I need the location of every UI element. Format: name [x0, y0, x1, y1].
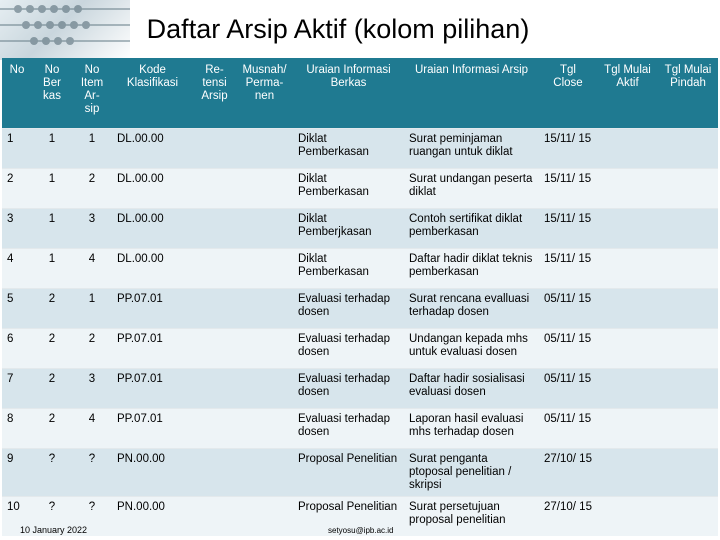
- cell-kode: PN.00.00: [112, 497, 193, 537]
- cell-uraian-arsip: Surat penganta ptoposal penelitian / skripsi: [404, 449, 539, 497]
- cell-musnah: [236, 289, 293, 329]
- cell-no-berkas: 1: [32, 249, 72, 289]
- cell-kode: PP.07.01: [112, 289, 193, 329]
- cell-kode: PP.07.01: [112, 409, 193, 449]
- archive-table: [2, 58, 718, 536]
- cell-uraian-arsip: Surat rencana evalluasi terhadap dosen: [404, 289, 539, 329]
- table-row: [2, 289, 718, 329]
- cell-kode: DL.00.00: [112, 209, 193, 249]
- cell-kode: PP.07.01: [112, 329, 193, 369]
- cell-musnah: [236, 249, 293, 289]
- cell-uraian-arsip: Daftar hadir diklat teknis pemberkasan: [404, 249, 539, 289]
- cell-no-item: ?: [72, 497, 112, 537]
- cell-tgl-pindah: [658, 169, 718, 209]
- header-uraian-arsip: Uraian Informasi Arsip: [404, 58, 539, 129]
- cell-no-berkas: 1: [32, 129, 72, 169]
- cell-uraian-arsip: Contoh sertifikat diklat pemberkasan: [404, 209, 539, 249]
- cell-tgl-mulai: [597, 209, 658, 249]
- header-retensi: Re- tensi Arsip: [193, 58, 236, 129]
- cell-uraian-arsip: Surat persetujuan proposal penelitian: [404, 497, 539, 537]
- table-row: [2, 169, 718, 209]
- cell-no: 4: [2, 249, 32, 289]
- cell-no: 10: [2, 497, 32, 537]
- cell-retensi: [193, 369, 236, 409]
- cell-retensi: [193, 449, 236, 497]
- cell-uraian-berkas: Evaluasi terhadap dosen: [293, 289, 404, 329]
- cell-tgl-mulai: [597, 169, 658, 209]
- cell-tgl-mulai: [597, 129, 658, 169]
- cell-no-item: 3: [72, 209, 112, 249]
- cell-musnah: [236, 369, 293, 409]
- cell-uraian-berkas: Evaluasi terhadap dosen: [293, 329, 404, 369]
- cell-retensi: [193, 329, 236, 369]
- cell-tgl-close: 15/11/ 15: [539, 169, 597, 209]
- cell-no-berkas: 1: [32, 169, 72, 209]
- header-musnah-permanen: Musnah/ Perma- nen: [236, 58, 293, 129]
- cell-tgl-mulai: [597, 329, 658, 369]
- cell-retensi: [193, 497, 236, 537]
- cell-tgl-mulai: [597, 289, 658, 329]
- cell-tgl-pindah: [658, 249, 718, 289]
- cell-no-item: ?: [72, 449, 112, 497]
- header-tgl-mulai-pindah: Tgl Mulai Pindah: [658, 58, 718, 129]
- table-row: [2, 209, 718, 249]
- cell-no: 3: [2, 209, 32, 249]
- cell-uraian-arsip: Laporan hasil evaluasi mhs terhadap dosen: [404, 409, 539, 449]
- cell-tgl-pindah: [658, 209, 718, 249]
- footer-email: setyosu@ipb.ac.id: [328, 526, 394, 535]
- cell-musnah: [236, 449, 293, 497]
- cell-uraian-berkas: Diklat Pemberkasan: [293, 249, 404, 289]
- cell-tgl-close: 15/11/ 15: [539, 129, 597, 169]
- table-row: [2, 449, 718, 497]
- cell-tgl-close: 27/10/ 15: [539, 497, 597, 537]
- cell-no-item: 4: [72, 409, 112, 449]
- cell-no-item: 4: [72, 249, 112, 289]
- cell-uraian-arsip: Surat undangan peserta diklat: [404, 169, 539, 209]
- cell-tgl-mulai: [597, 369, 658, 409]
- cell-tgl-close: 05/11/ 15: [539, 329, 597, 369]
- header-no-berkas: No Ber kas: [32, 58, 72, 129]
- header-tgl-mulai-aktif: Tgl Mulai Aktif: [597, 58, 658, 129]
- header-uraian-berkas: Uraian Informasi Berkas: [293, 58, 404, 129]
- table-row: [2, 409, 718, 449]
- header-kode-klasifikasi: Kode Klasifikasi: [112, 58, 193, 129]
- header-no-item: No Item Ar- sip: [72, 58, 112, 129]
- cell-tgl-pindah: [658, 409, 718, 449]
- cell-tgl-close: 15/11/ 15: [539, 249, 597, 289]
- cell-musnah: [236, 497, 293, 537]
- cell-no: 7: [2, 369, 32, 409]
- cell-no-item: 2: [72, 169, 112, 209]
- cell-musnah: [236, 329, 293, 369]
- cell-tgl-mulai: [597, 249, 658, 289]
- header-tgl-close: Tgl Close: [539, 58, 597, 129]
- cell-retensi: [193, 289, 236, 329]
- cell-tgl-mulai: [597, 409, 658, 449]
- cell-no: 6: [2, 329, 32, 369]
- cell-musnah: [236, 129, 293, 169]
- cell-no-berkas: 2: [32, 329, 72, 369]
- cell-retensi: [193, 209, 236, 249]
- cell-musnah: [236, 409, 293, 449]
- cell-kode: PN.00.00: [112, 449, 193, 497]
- cell-kode: DL.00.00: [112, 169, 193, 209]
- table-header-row: [2, 58, 718, 129]
- footer-date: 10 January 2022: [20, 525, 88, 535]
- cell-uraian-arsip: Undangan kepada mhs untuk evaluasi dosen: [404, 329, 539, 369]
- cell-no-berkas: 2: [32, 369, 72, 409]
- cell-retensi: [193, 169, 236, 209]
- cell-no: 1: [2, 129, 32, 169]
- cell-kode: PP.07.01: [112, 369, 193, 409]
- cell-tgl-pindah: [658, 449, 718, 497]
- cell-no: 2: [2, 169, 32, 209]
- cell-tgl-pindah: [658, 497, 718, 537]
- cell-no-item: 3: [72, 369, 112, 409]
- table-row: [2, 129, 718, 169]
- cell-no: 8: [2, 409, 32, 449]
- cell-no: 9: [2, 449, 32, 497]
- cell-retensi: [193, 129, 236, 169]
- table-row: [2, 369, 718, 409]
- cell-retensi: [193, 409, 236, 449]
- cell-uraian-arsip: Daftar hadir sosialisasi evaluasi dosen: [404, 369, 539, 409]
- cell-uraian-berkas: Diklat Pemberjkasan: [293, 209, 404, 249]
- cell-uraian-berkas: Evaluasi terhadap dosen: [293, 409, 404, 449]
- cell-uraian-berkas: Diklat Pemberkasan: [293, 169, 404, 209]
- cell-no-berkas: ?: [32, 449, 72, 497]
- page-title: [0, 14, 676, 45]
- cell-no-berkas: ?: [32, 497, 72, 537]
- cell-tgl-close: 27/10/ 15: [539, 449, 597, 497]
- cell-tgl-close: 15/11/ 15: [539, 209, 597, 249]
- cell-uraian-berkas: Diklat Pemberkasan: [293, 129, 404, 169]
- cell-tgl-pindah: [658, 329, 718, 369]
- cell-tgl-pindah: [658, 289, 718, 329]
- cell-no-item: 2: [72, 329, 112, 369]
- cell-tgl-close: 05/11/ 15: [539, 289, 597, 329]
- cell-no-berkas: 2: [32, 289, 72, 329]
- cell-tgl-close: 05/11/ 15: [539, 369, 597, 409]
- cell-uraian-berkas: Evaluasi terhadap dosen: [293, 369, 404, 409]
- cell-no: 5: [2, 289, 32, 329]
- table-row: [2, 249, 718, 289]
- cell-musnah: [236, 169, 293, 209]
- table-row: [2, 329, 718, 369]
- cell-uraian-berkas: Proposal Penelitian: [293, 497, 404, 537]
- cell-uraian-arsip: Surat peminjaman ruangan untuk diklat: [404, 129, 539, 169]
- page-title-text: Daftar Arsip Aktif (kolom pilihan): [143, 14, 534, 44]
- cell-tgl-close: 05/11/ 15: [539, 409, 597, 449]
- cell-no-berkas: 1: [32, 209, 72, 249]
- cell-tgl-mulai: [597, 497, 658, 537]
- cell-no-item: 1: [72, 129, 112, 169]
- cell-retensi: [193, 249, 236, 289]
- cell-tgl-mulai: [597, 449, 658, 497]
- cell-uraian-berkas: Proposal Penelitian: [293, 449, 404, 497]
- cell-no-berkas: 2: [32, 409, 72, 449]
- cell-musnah: [236, 209, 293, 249]
- cell-tgl-pindah: [658, 129, 718, 169]
- cell-kode: DL.00.00: [112, 129, 193, 169]
- cell-tgl-pindah: [658, 369, 718, 409]
- header-no: No: [2, 58, 32, 129]
- cell-kode: DL.00.00: [112, 249, 193, 289]
- cell-no-item: 1: [72, 289, 112, 329]
